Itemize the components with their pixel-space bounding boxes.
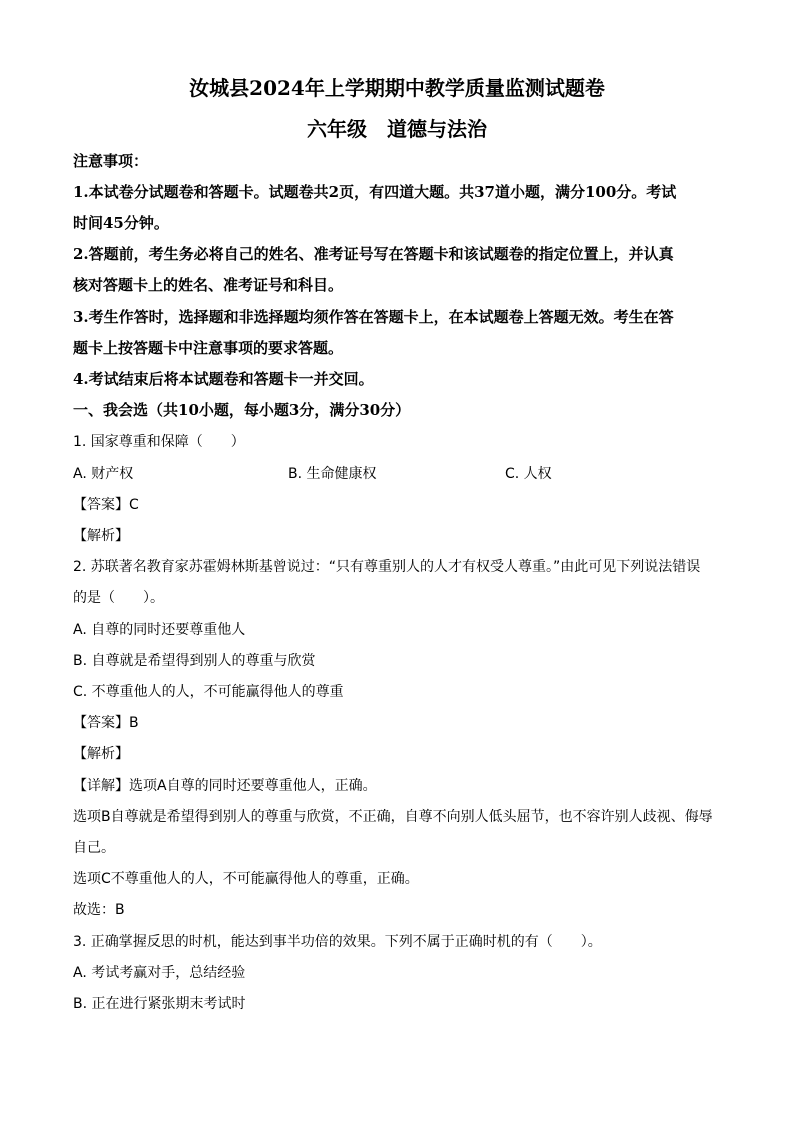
question-stem: 3. 正确掌握反思的时机，能达到事半功倍的效果。下列不属于正确时机的有（ ）。	[73, 934, 602, 950]
answer-label: 【答案】C	[73, 497, 139, 513]
detail-line: 故选：B	[73, 902, 125, 918]
question-stem: 的是（ ）。	[73, 590, 164, 606]
notes-line: 题卡上按答题卡中注意事项的要求答题。	[73, 339, 344, 357]
detail-line: 选项C不尊重他人的人，不可能赢得他人的尊重，正确。	[73, 871, 419, 887]
answer-label: 【答案】B	[73, 715, 139, 731]
option-b: B. 生命健康权	[288, 466, 377, 482]
option-a: A. 考试考赢对手，总结经验	[73, 965, 246, 981]
option-b: B. 自尊就是希望得到别人的尊重与欣赏	[73, 653, 316, 669]
notes-line: 3.考生作答时，选择题和非选择题均须作答在答题卡上，在本试题卷上答题无效。考生在答	[73, 308, 674, 326]
option-a: A. 财产权	[73, 466, 134, 482]
notes-line: 2.答题前，考生务必将自己的姓名、准考证号写在答题卡和该试题卷的指定位置上，并认真	[73, 245, 674, 263]
exam-subtitle: 六年级 道德与法治	[307, 117, 487, 141]
detail-line: 【详解】选项A自尊的同时还要尊重他人，正确。	[73, 778, 377, 794]
detail-line: 自己。	[73, 840, 115, 856]
exam-title: 汝城县2024年上学期期中教学质量监测试题卷	[189, 76, 605, 100]
option-c: C. 人权	[505, 466, 552, 482]
notes-line: 时间45分钟。	[73, 214, 169, 232]
option-c: C. 不尊重他人的人，不可能赢得他人的尊重	[73, 684, 344, 700]
analysis-label: 【解析】	[73, 528, 129, 544]
notes-line: 核对答题卡上的姓名、准考证号和科目。	[73, 276, 344, 294]
section-heading: 一、我会选（共10小题，每小题3分，满分30分）	[73, 401, 411, 419]
analysis-label: 【解析】	[73, 746, 129, 762]
option-a: A. 自尊的同时还要尊重他人	[73, 622, 246, 638]
option-b: B. 正在进行紧张期末考试时	[73, 996, 246, 1012]
question-stem: 1. 国家尊重和保障（ ）	[73, 434, 245, 450]
notes-heading: 注意事项：	[73, 152, 149, 170]
question-stem: 2. 苏联著名教育家苏霍姆林斯基曾说过：“只有尊重别人的人才有权受人尊重。”由此可见下列说法错误	[73, 559, 701, 575]
notes-line: 4.考试结束后将本试题卷和答题卡一并交回。	[73, 370, 374, 388]
notes-line: 1.本试卷分试题卷和答题卡。试题卷共2页，有四道大题。共37道小题，满分100分。考试	[73, 183, 677, 201]
detail-line: 选项B自尊就是希望得到别人的尊重与欣赏，不正确，自尊不向别人低头屈节，也不容许别人歧视、侮辱	[73, 809, 713, 825]
